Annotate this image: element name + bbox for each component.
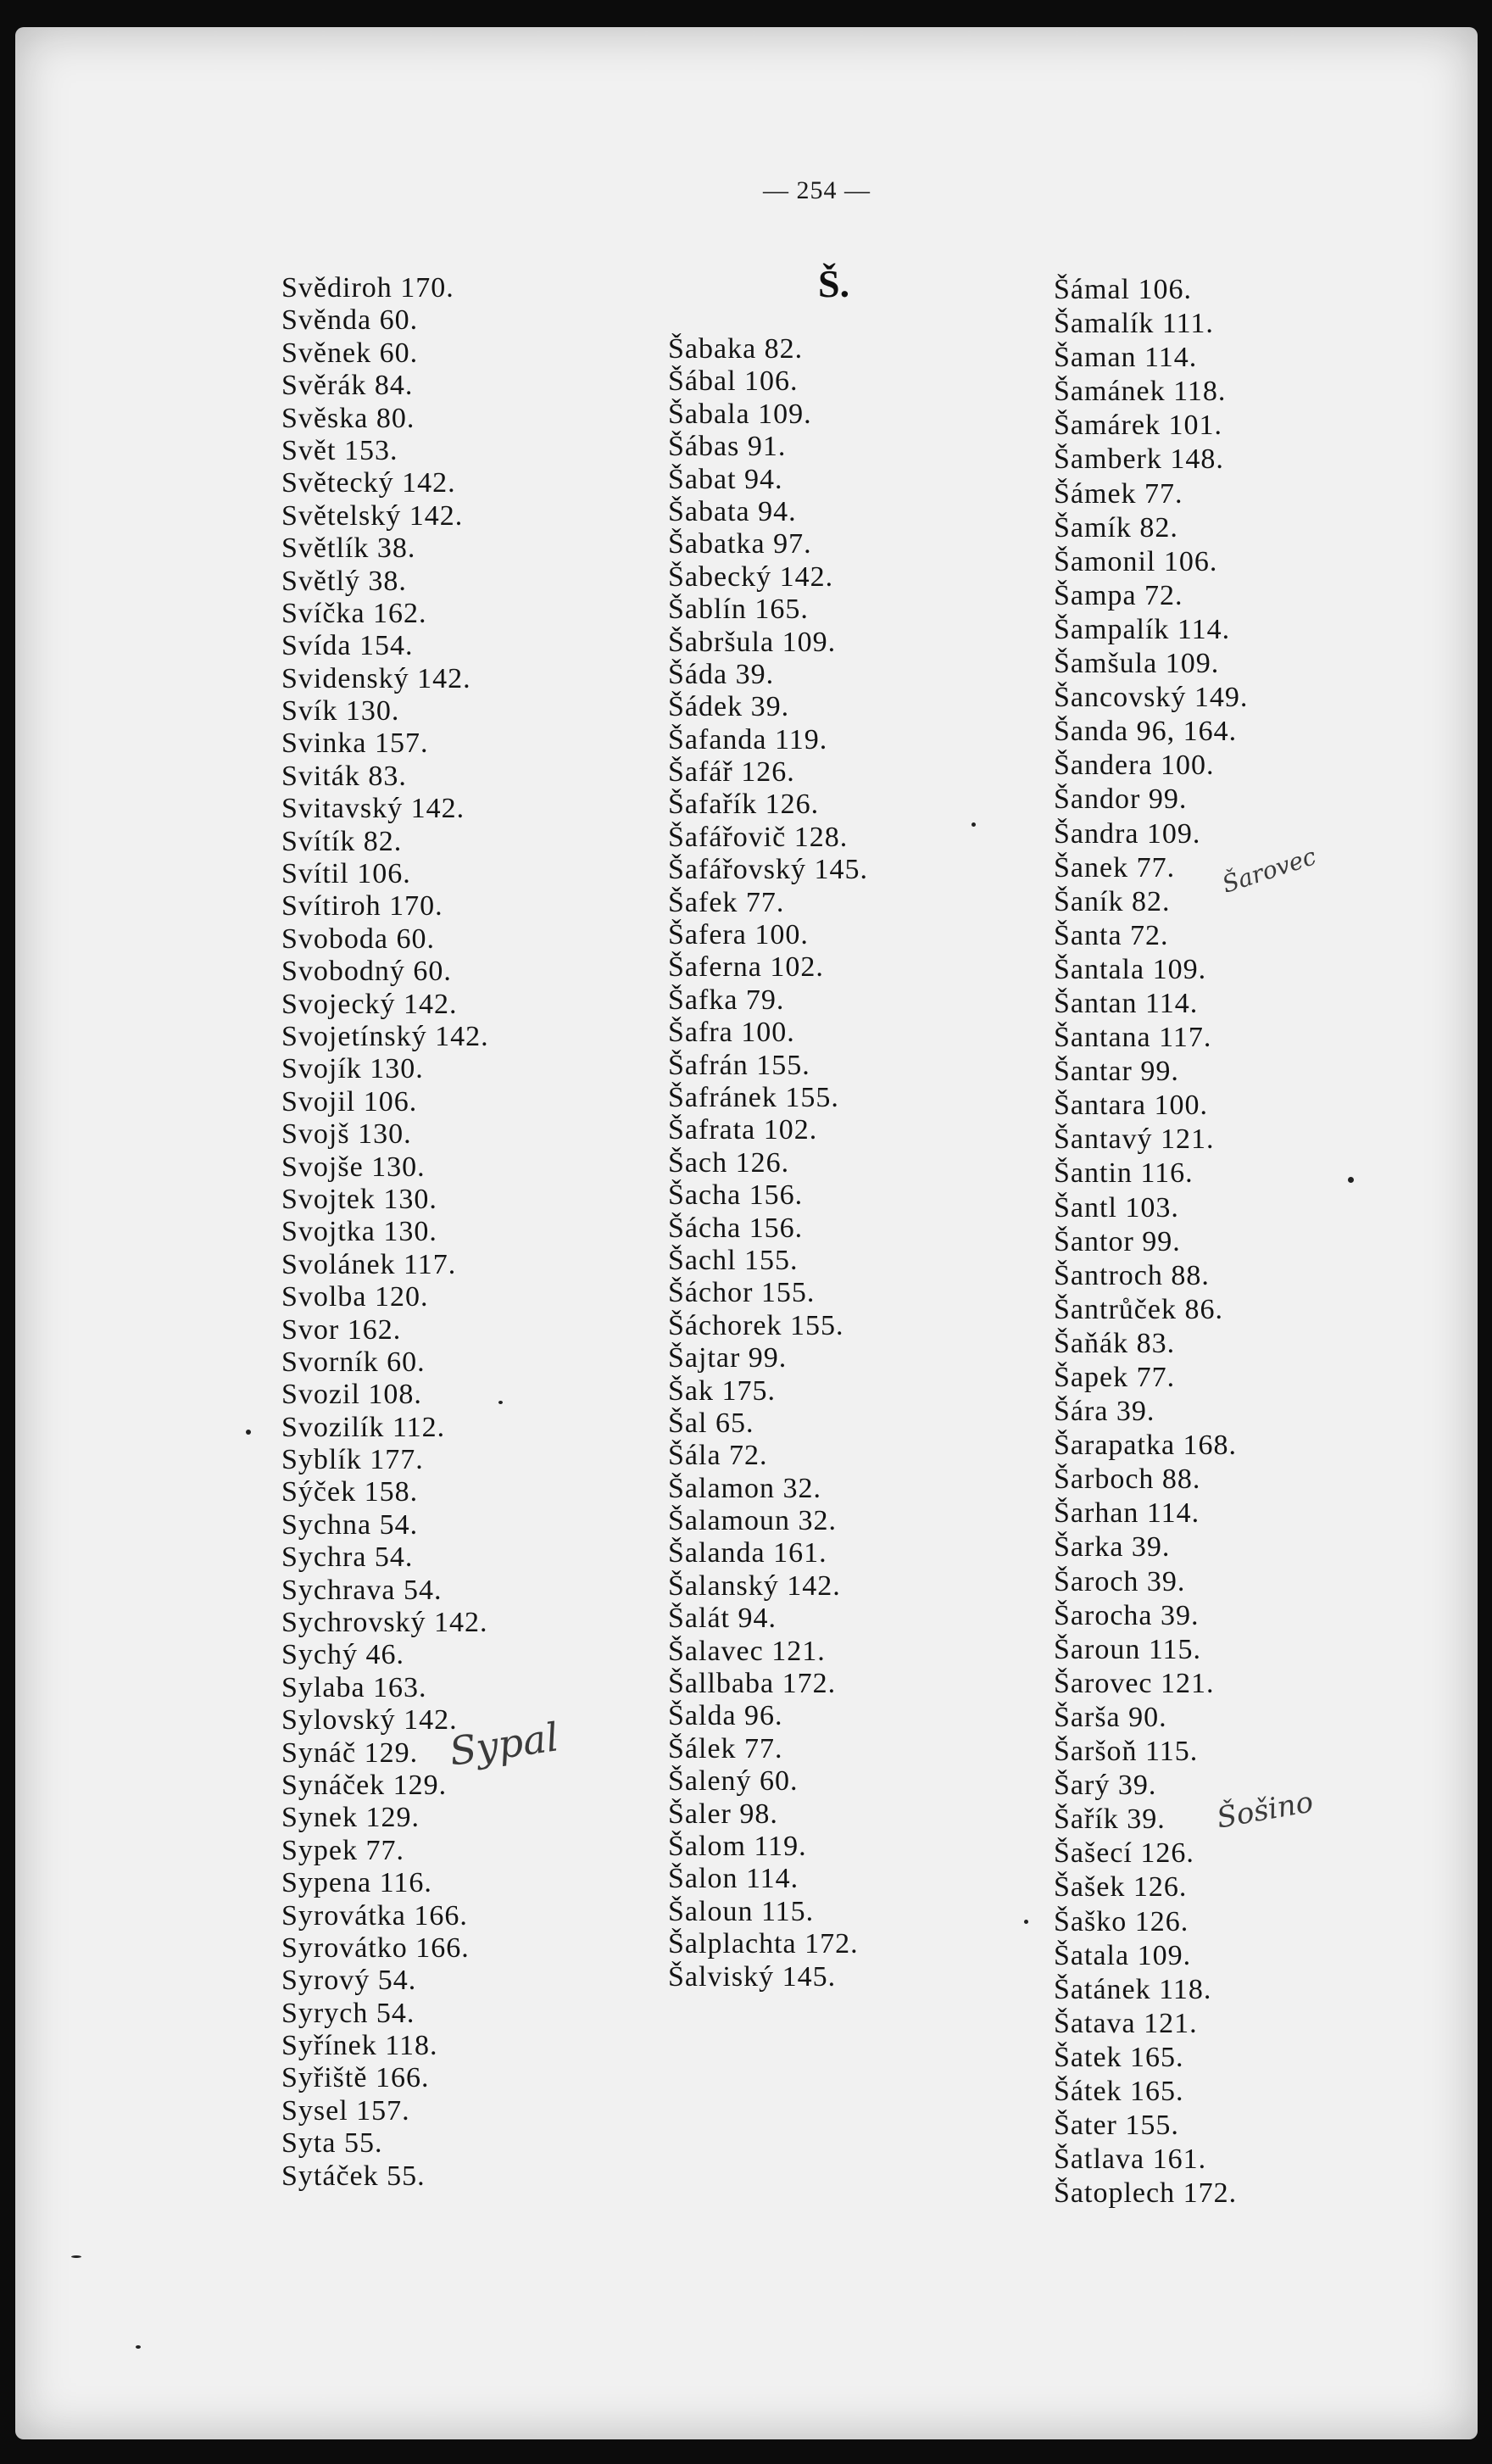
- index-entry: Sychra 54.: [281, 1541, 414, 1574]
- index-entry: Svojtka 130.: [281, 1216, 437, 1248]
- index-entry: Svědiroh 170.: [281, 272, 454, 304]
- index-entry: Svorník 60.: [281, 1346, 426, 1378]
- index-entry: Šaferna 102.: [668, 951, 824, 984]
- index-entry: Svíčka 162.: [281, 597, 427, 629]
- index-entry: Šanda 96, 164.: [1054, 716, 1238, 748]
- index-entry: Šampalík 114.: [1054, 613, 1231, 645]
- index-entry: Svítil 106.: [281, 858, 411, 890]
- index-entry: Světelský 142.: [281, 499, 464, 532]
- index-entry: Svojš 130.: [281, 1118, 412, 1151]
- index-entry: Šamberk 148.: [1054, 443, 1224, 476]
- index-entry: Šátek 165.: [1054, 2075, 1184, 2107]
- index-entry: Šantara 100.: [1054, 1090, 1208, 1122]
- index-entry: Šabala 109.: [668, 398, 812, 430]
- index-entry: Šachl 155.: [668, 1244, 799, 1276]
- index-entry: Šaman 114.: [1054, 342, 1198, 374]
- index-entry: Šantana 117.: [1054, 1022, 1212, 1054]
- ink-speck: [136, 2345, 141, 2349]
- index-entry: Šach 126.: [668, 1146, 790, 1179]
- index-entry: Svojetínský 142.: [281, 1020, 489, 1052]
- index-entry: Synek 129.: [281, 1802, 420, 1834]
- index-entry: Světecký 142.: [281, 467, 456, 499]
- index-entry: Šatala 109.: [1054, 1939, 1192, 1971]
- index-entry: Šafrán 155.: [668, 1049, 810, 1081]
- index-entry: Svěnek 60.: [281, 337, 419, 369]
- ink-speck: [971, 822, 976, 827]
- index-entry: Šantala 109.: [1054, 953, 1207, 985]
- index-entry: Sychrava 54.: [281, 1574, 443, 1606]
- handwritten-note-sarovec: Šarovec: [1218, 842, 1320, 899]
- index-entry: Šafra 100.: [668, 1017, 795, 1049]
- index-entry: Šapek 77.: [1054, 1362, 1176, 1393]
- index-entry: Šafářovský 145.: [668, 854, 868, 886]
- index-entry: Šafanda 119.: [668, 723, 828, 755]
- index-entry: Šamalík 111.: [1054, 308, 1214, 340]
- index-entry: Šak 175.: [668, 1374, 776, 1407]
- index-entry: Šalamon 32.: [668, 1472, 821, 1504]
- index-entry: Šantor 99.: [1054, 1225, 1181, 1257]
- index-entry: Sypek 77.: [281, 1834, 404, 1866]
- index-entry: Šašek 126.: [1054, 1871, 1188, 1904]
- index-entry: Syřiště 166.: [281, 2062, 430, 2094]
- handwritten-note-sosino: Šošino: [1214, 1785, 1317, 1836]
- surname-column-right: [1054, 273, 1248, 2210]
- index-entry: Šabatka 97.: [668, 528, 812, 560]
- index-entry: Šafera 100.: [668, 919, 809, 951]
- index-entry: Synáček 129.: [281, 1769, 448, 1801]
- index-entry: Šarocha 39.: [1054, 1599, 1200, 1631]
- index-entry: Šabršula 109.: [668, 626, 837, 658]
- surname-column-left: [281, 272, 489, 2193]
- index-entry: Šaler 98.: [668, 1798, 778, 1830]
- index-entry: Šarka 39.: [1054, 1531, 1171, 1564]
- index-entry: Šancovský 149.: [1054, 682, 1249, 714]
- index-entry: Šádek 39.: [668, 691, 790, 723]
- index-entry: Šalplachta 172.: [668, 1928, 859, 1960]
- index-entry: Šatlava 161.: [1054, 2143, 1207, 2176]
- index-entry: Svojše 130.: [281, 1151, 426, 1183]
- index-entry: Šablín 165.: [668, 594, 809, 626]
- index-entry: Šantavý 121.: [1054, 1123, 1215, 1156]
- index-entry: Šaško 126.: [1054, 1905, 1189, 1937]
- index-entry: Svidenský 142.: [281, 662, 471, 694]
- index-entry: Šaroun 115.: [1054, 1633, 1202, 1665]
- index-entry: Šafka 79.: [668, 984, 785, 1016]
- index-entry: Šatek 165.: [1054, 2041, 1184, 2073]
- index-entry: Šalený 60.: [668, 1765, 799, 1798]
- index-entry: Šantrůček 86.: [1054, 1293, 1223, 1325]
- index-entry: Sysel 157.: [281, 2094, 410, 2127]
- index-entry: Šantin 116.: [1054, 1157, 1194, 1190]
- index-entry: Svět 153.: [281, 434, 398, 466]
- index-entry: Šalda 96.: [668, 1700, 783, 1732]
- index-entry: Šámal 106.: [1054, 274, 1192, 305]
- ink-speck: [71, 2255, 81, 2258]
- index-entry: Šáchor 155.: [668, 1277, 816, 1309]
- ink-speck: [1024, 1920, 1028, 1924]
- handwritten-note-sypal: Sypal: [446, 1714, 562, 1775]
- index-entry: Šašecí 126.: [1054, 1837, 1194, 1870]
- index-entry: Šáda 39.: [668, 658, 775, 690]
- index-entry: Šabat 94.: [668, 463, 783, 495]
- index-entry: Syblík 177.: [281, 1444, 424, 1476]
- index-entry: Svozil 108.: [281, 1379, 422, 1411]
- index-entry: Sypena 116.: [281, 1867, 432, 1899]
- index-entry: Svojík 130.: [281, 1053, 424, 1085]
- index-entry: Syrový 54.: [281, 1965, 417, 1997]
- index-entry: Šára 39.: [1054, 1396, 1155, 1428]
- index-entry: Syrovátka 166.: [281, 1899, 468, 1932]
- index-entry: Šalát 94.: [668, 1603, 777, 1635]
- index-entry: Svítík 82.: [281, 825, 403, 857]
- index-entry: Svítiroh 170.: [281, 890, 443, 923]
- index-entry: Šamánek 118.: [1054, 376, 1227, 408]
- index-entry: Šandera 100.: [1054, 750, 1215, 782]
- index-entry: Šanek 77.: [1054, 851, 1176, 884]
- index-entry: Šantar 99.: [1054, 1056, 1179, 1088]
- index-entry: Syrovátko 166.: [281, 1932, 470, 1964]
- index-entry: Šábal 106.: [668, 365, 799, 398]
- index-entry: Sviták 83.: [281, 760, 407, 792]
- index-entry: Šatava 121.: [1054, 2007, 1198, 2039]
- index-entry: Šalamoun 32.: [668, 1505, 837, 1537]
- index-entry: Šarovec 121.: [1054, 1667, 1215, 1699]
- index-entry: Šatoplech 172.: [1054, 2177, 1238, 2210]
- index-entry: Šabata 94.: [668, 495, 797, 527]
- index-entry: Šaršoň 115.: [1054, 1736, 1199, 1768]
- index-entry: Šaňák 83.: [1054, 1327, 1176, 1359]
- index-entry: Šámek 77.: [1054, 477, 1183, 510]
- index-entry: Šarboch 88.: [1054, 1463, 1201, 1496]
- index-entry: Svolba 120.: [281, 1281, 429, 1313]
- index-entry: Šafařík 126.: [668, 789, 820, 821]
- index-entry: Šaroch 39.: [1054, 1565, 1186, 1597]
- index-entry: Svor 162.: [281, 1313, 402, 1346]
- index-entry: Šamonil 106.: [1054, 545, 1218, 577]
- index-entry: Šantan 114.: [1054, 987, 1199, 1019]
- index-entry: Šanta 72.: [1054, 919, 1169, 951]
- index-entry: Šalanda 161.: [668, 1537, 827, 1569]
- index-entry: Synáč 129.: [281, 1737, 419, 1769]
- index-entry: Svojtek 130.: [281, 1183, 437, 1215]
- index-entry: Svěska 80.: [281, 402, 415, 434]
- index-entry: Šatánek 118.: [1054, 1973, 1212, 2005]
- index-entry: Šalavec 121.: [668, 1635, 826, 1667]
- index-entry: Svěnda 60.: [281, 304, 419, 337]
- index-entry: Šaloun 115.: [668, 1895, 815, 1927]
- index-entry: Šalanský 142.: [668, 1569, 841, 1602]
- index-entry: Syrych 54.: [281, 1997, 415, 2029]
- index-entry: Šafářovič 128.: [668, 821, 849, 853]
- index-entry: Šamík 82.: [1054, 511, 1178, 544]
- ink-speck: [246, 1430, 251, 1435]
- index-entry: Šálek 77.: [668, 1732, 783, 1764]
- ink-speck: [498, 1401, 503, 1404]
- index-entry: Šajtar 99.: [668, 1342, 788, 1374]
- index-entry: Šála 72.: [668, 1440, 768, 1472]
- index-entry: Šacha 156.: [668, 1179, 804, 1212]
- index-entry: Šarapatka 168.: [1054, 1430, 1238, 1462]
- index-entry: Šantroch 88.: [1054, 1259, 1210, 1291]
- index-entry: Šarhan 114.: [1054, 1497, 1200, 1530]
- index-entry: Šáchorek 155.: [668, 1309, 844, 1341]
- index-entry: Svoboda 60.: [281, 923, 435, 955]
- index-entry: Šal 65.: [668, 1407, 754, 1439]
- index-entry: Šamárek 101.: [1054, 410, 1222, 442]
- index-entry: Svída 154.: [281, 630, 414, 662]
- index-entry: Šafář 126.: [668, 756, 795, 789]
- index-entry: Šabaka 82.: [668, 333, 804, 365]
- index-entry: Sýček 158.: [281, 1476, 419, 1508]
- index-entry: Svozilík 112.: [281, 1411, 446, 1443]
- index-entry: Šantl 103.: [1054, 1191, 1179, 1224]
- page-number: — 254 —: [763, 176, 871, 204]
- index-entry: Šamšula 109.: [1054, 648, 1220, 680]
- index-entry: Šábas 91.: [668, 431, 787, 463]
- index-entry: Šandra 109.: [1054, 817, 1201, 850]
- index-entry: Svolánek 117.: [281, 1248, 457, 1280]
- index-entry: Šarša 90.: [1054, 1701, 1167, 1733]
- index-entry: Šalon 114.: [668, 1863, 799, 1895]
- index-entry: Šalviský 145.: [668, 1960, 837, 1993]
- index-entry: Svitavský 142.: [281, 793, 465, 825]
- section-heading: Š.: [818, 262, 850, 305]
- index-entry: Syta 55.: [281, 2127, 383, 2160]
- index-entry: Šácha 156.: [668, 1212, 804, 1244]
- index-entry: Svinka 157.: [281, 727, 429, 760]
- index-entry: Sylovský 142.: [281, 1704, 458, 1737]
- index-entry: Sychý 46.: [281, 1639, 404, 1671]
- index-entry: Svík 130.: [281, 695, 400, 727]
- index-entry: Sylaba 163.: [281, 1671, 427, 1703]
- index-entry: Šalom 119.: [668, 1830, 807, 1862]
- index-entry: Sychrovský 142.: [281, 1607, 488, 1639]
- index-entry: Šallbaba 172.: [668, 1668, 837, 1700]
- index-entry: Sychna 54.: [281, 1508, 419, 1541]
- index-entry: Šařík 39.: [1054, 1803, 1166, 1836]
- index-entry: Šafrata 102.: [668, 1114, 818, 1146]
- index-entry: Svojecký 142.: [281, 988, 458, 1020]
- index-entry: Svojil 106.: [281, 1085, 418, 1118]
- index-entry: Syřínek 118.: [281, 2030, 438, 2062]
- ink-speck: [1348, 1177, 1354, 1183]
- index-entry: Světlík 38.: [281, 532, 416, 565]
- index-entry: Šampa 72.: [1054, 579, 1183, 611]
- index-entry: Šarý 39.: [1054, 1770, 1157, 1802]
- index-entry: Šafránek 155.: [668, 1081, 839, 1113]
- index-entry: Sytáček 55.: [281, 2160, 426, 2192]
- index-entry: Svobodný 60.: [281, 956, 452, 988]
- index-entry: Šandor 99.: [1054, 783, 1188, 816]
- surname-column-middle: [668, 333, 868, 1993]
- index-entry: Šabecký 142.: [668, 560, 834, 593]
- index-entry: Šaník 82.: [1054, 885, 1171, 917]
- index-entry: Šafek 77.: [668, 886, 785, 918]
- index-entry: Svěrák 84.: [281, 370, 414, 402]
- index-entry: Šater 155.: [1054, 2110, 1179, 2142]
- index-entry: Světlý 38.: [281, 565, 407, 597]
